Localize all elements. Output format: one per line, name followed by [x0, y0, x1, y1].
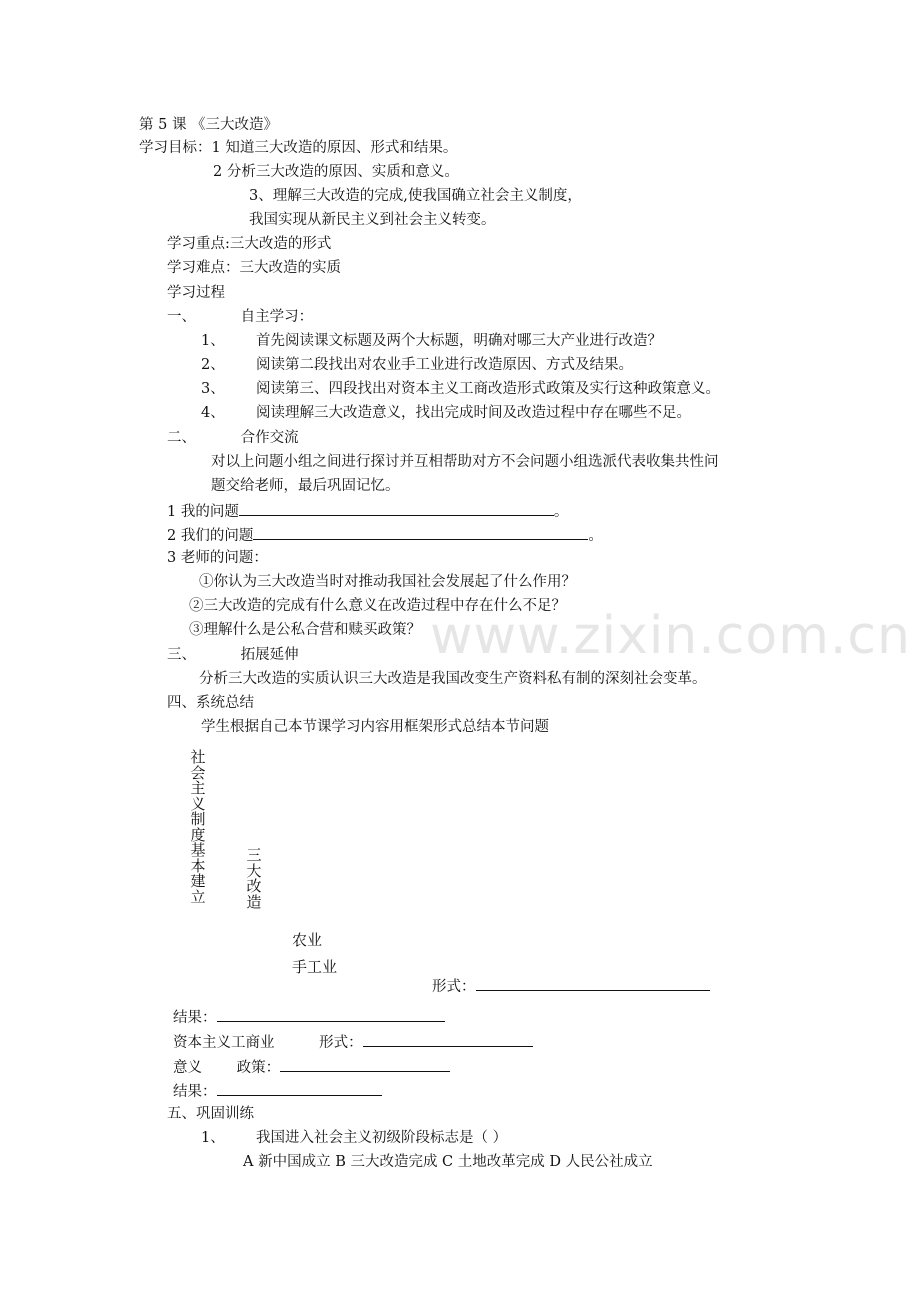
capital-label: 资本主义工商业 — [173, 1035, 275, 1051]
teacher-question-label: 3 老师的问题： — [167, 550, 268, 566]
framework-agriculture: 农业 — [292, 931, 323, 949]
framework-vertical-socialism: 社 会 主 义 制 度 基 本 建 立 — [190, 748, 206, 906]
section4-heading: 四、系统总结 — [167, 695, 254, 711]
lesson-title: 第 5 课 《三大改造》 — [139, 117, 279, 133]
framework-vertical-three-reforms: 三 大 改 造 — [246, 846, 262, 911]
teacher-question-3: ③理解什么是公私合营和赎买政策？ — [189, 622, 421, 638]
section3-text: 分析三大改造的实质认识三大改造是我国改变生产资料私有制的深刻社会变革。 — [199, 671, 707, 687]
form-label: 形式： — [432, 979, 476, 995]
framework-capital-line — [173, 1031, 533, 1053]
section2-para-2: 题交给老师，最后巩固记忆。 — [211, 478, 400, 494]
framework-handicraft: 手工业 — [292, 958, 338, 976]
list-item: 4、 阅读理解三大改造意义，找出完成时间及改造过程中存在哪些不足。 — [201, 405, 691, 421]
our-question-line: 2 我们的问题 。 — [167, 524, 603, 546]
teacher-question-2: ②三大改造的完成有什么意义在改造过程中存在什么不足？ — [189, 598, 566, 614]
section2-title: 合作交流 — [240, 430, 299, 446]
section1-title: 自主学习： — [240, 309, 314, 325]
form-label-2: 形式： — [319, 1035, 363, 1051]
section2-para-1: 对以上问题小组之间进行探讨并互相帮助对方不会问题小组选派代表收集共性问 — [211, 454, 719, 470]
goal-1: 1 知道三大改造的原因、形式和结果。 — [211, 140, 458, 156]
watermark: www.zixin.com.cn — [430, 606, 911, 666]
my-question-line: 1 我的问题 。 — [167, 500, 568, 522]
goals-line-1 — [139, 138, 457, 158]
framework-policy-line — [173, 1056, 450, 1078]
policy-label: 政策： — [236, 1060, 281, 1076]
q1-text: 我国进入社会主义初级阶段标志是（ ） — [256, 1130, 508, 1146]
goal-2: 2 分析三大改造的原因、实质和意义。 — [213, 164, 459, 180]
goal-4: 我国实现从新民主义到社会主义转变。 — [249, 212, 496, 228]
result-blank[interactable] — [217, 1006, 445, 1022]
list-item: 1、 首先阅读课文标题及两个大标题，明确对哪三大产业进行改造？ — [201, 333, 662, 349]
goals-label: 学习目标： — [139, 140, 212, 156]
list-item: 2、 阅读第二段找出对农业手工业进行改造原因、方式及结果。 — [201, 357, 633, 373]
framework-result-line — [173, 1006, 445, 1028]
result-label-2: 结果： — [173, 1084, 217, 1100]
my-question-blank[interactable] — [239, 500, 554, 516]
list-item: 3、 阅读第三、四段找出对资本主义工商改造形式政策及实行这种政策意义。 — [201, 381, 720, 397]
q1-num: 1、 — [201, 1130, 225, 1146]
framework-form-line — [432, 975, 710, 997]
section2-heading — [167, 428, 299, 448]
teacher-question-1: ①你认为三大改造当时对推动我国社会发展起了什么作用？ — [199, 574, 576, 590]
process-heading: 学习过程 — [167, 285, 225, 301]
section4-text: 学生根据自己本节课学习内容用框架形式总结本节问题 — [201, 719, 549, 735]
policy-blank[interactable] — [280, 1056, 450, 1072]
goal-3: 3、理解三大改造的完成,使我国确立社会主义制度， — [249, 188, 582, 204]
section1-heading — [167, 307, 313, 327]
result-label: 结果： — [173, 1010, 217, 1026]
our-question-label: 2 我们的问题 — [167, 528, 254, 544]
result-blank-2[interactable] — [217, 1080, 382, 1096]
q1-options: A 新中国成立 B 三大改造完成 C 土地改革完成 D 人民公社成立 — [243, 1154, 653, 1170]
q1-line — [201, 1128, 507, 1148]
our-question-blank[interactable] — [253, 524, 588, 540]
section3-heading — [167, 645, 299, 665]
difficulty: 学习难点：三大改造的实质 — [167, 260, 341, 276]
key-point: 学习重点:三大改造的形式 — [167, 236, 332, 252]
section2-num: 二、 — [167, 430, 196, 446]
form-blank-2[interactable] — [363, 1031, 533, 1047]
section3-num: 三、 — [167, 647, 196, 663]
meaning-label: 意义 — [173, 1060, 202, 1076]
section3-title: 拓展延伸 — [240, 647, 299, 663]
form-blank[interactable] — [476, 975, 710, 991]
my-question-label: 1 我的问题 — [167, 504, 239, 520]
section1-num: 一、 — [167, 309, 196, 325]
section5-heading: 五、巩固训练 — [167, 1106, 254, 1122]
framework-result-line-2 — [173, 1080, 382, 1102]
